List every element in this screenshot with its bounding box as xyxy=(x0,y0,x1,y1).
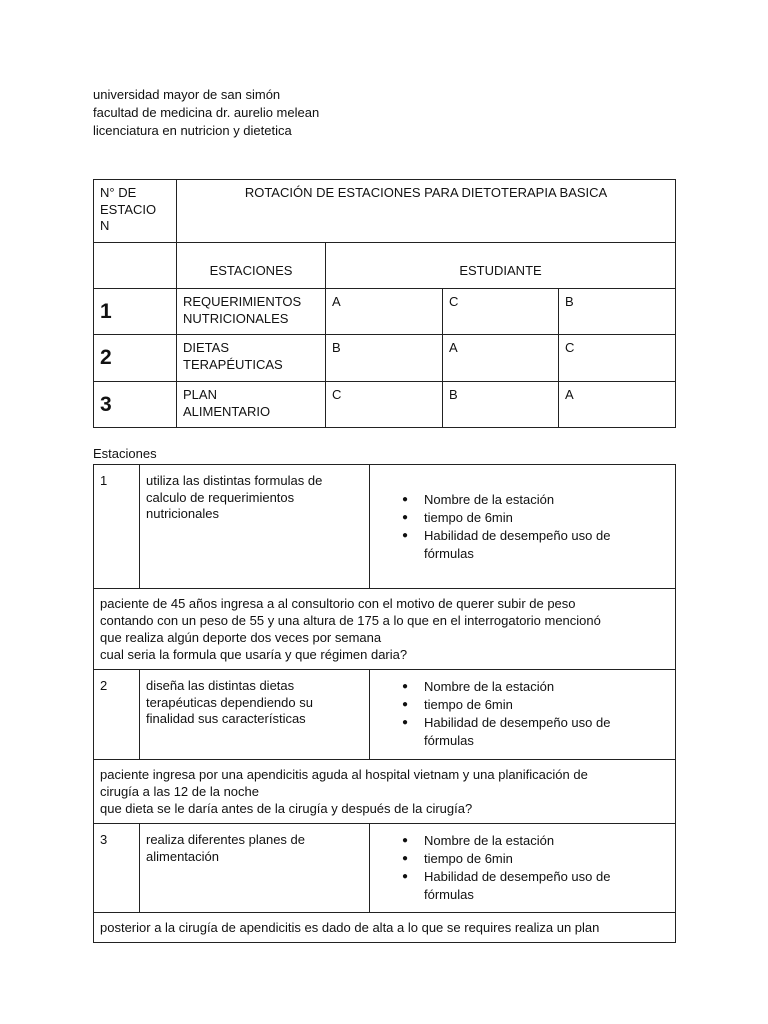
table-row xyxy=(94,289,676,335)
list-item: ● Nombre de la estación xyxy=(424,678,669,696)
table-row xyxy=(94,335,676,382)
row-number: 1 xyxy=(94,289,177,335)
station-row xyxy=(94,465,676,589)
list-item: ● tiempo de 6min xyxy=(424,696,669,714)
criteria-list xyxy=(376,832,669,904)
station-description: realiza diferentes planes de alimentación xyxy=(140,824,370,913)
row-number: 3 xyxy=(94,382,177,428)
document-header xyxy=(93,86,319,140)
station-row xyxy=(94,670,676,760)
station-name: REQUERIMIENTOS NUTRICIONALES xyxy=(177,289,326,335)
student-cell: C xyxy=(559,335,676,382)
station-number: 1 xyxy=(94,465,140,589)
list-item: ● Habilidad de desempeño uso de fórmulas xyxy=(424,714,669,750)
case-description: paciente de 45 años ingresa a al consultorio con el motivo de querer subir de peso contando con un peso de 55 y una altura de 175 a lo que en el interrogatorio mencionó que realiza algún deporte dos veces por semana cual seria la formula que usaría y que régimen daria? xyxy=(94,589,676,670)
criteria-list xyxy=(376,678,669,750)
station-name: PLAN ALIMENTARIO xyxy=(177,382,326,428)
case-row xyxy=(94,760,676,824)
table-title: ROTACIÓN DE ESTACIONES PARA DIETOTERAPIA BASICA xyxy=(177,180,676,243)
stations-table xyxy=(93,464,676,943)
station-number: 2 xyxy=(94,670,140,760)
station-description: utiliza las distintas formulas de calculo de requerimientos nutricionales xyxy=(140,465,370,589)
list-item: ● tiempo de 6min xyxy=(424,509,669,527)
case-description: paciente ingresa por una apendicitis aguda al hospital vietnam y una planificación de cirugía a las 12 de la noche que dieta se le daría antes de la cirugía y después de la cirugía? xyxy=(94,760,676,824)
case-row xyxy=(94,913,676,943)
estaciones-header: ESTACIONES xyxy=(177,243,326,289)
list-item: ● Nombre de la estación xyxy=(424,491,669,509)
student-cell: C xyxy=(326,382,443,428)
student-cell: A xyxy=(443,335,559,382)
station-criteria xyxy=(370,465,676,589)
station-number-header: N° DE ESTACIO N xyxy=(94,180,177,243)
station-row xyxy=(94,824,676,913)
station-criteria xyxy=(370,670,676,760)
list-item: ● Nombre de la estación xyxy=(424,832,669,850)
criteria-list xyxy=(376,491,669,563)
station-criteria xyxy=(370,824,676,913)
table-row xyxy=(94,382,676,428)
station-name: DIETAS TERAPÉUTICAS xyxy=(177,335,326,382)
list-item: ● Habilidad de desempeño uso de fórmulas xyxy=(424,868,669,904)
list-item: ● tiempo de 6min xyxy=(424,850,669,868)
student-cell: C xyxy=(443,289,559,335)
student-cell: A xyxy=(326,289,443,335)
student-cell: B xyxy=(443,382,559,428)
estaciones-label: Estaciones xyxy=(93,446,157,461)
empty-cell xyxy=(94,243,177,289)
station-description: diseña las distintas dietas terapéuticas dependiendo su finalidad sus características xyxy=(140,670,370,760)
case-row xyxy=(94,589,676,670)
faculty-name: facultad de medicina dr. aurelio melean xyxy=(93,105,320,120)
university-name: universidad mayor de san simón xyxy=(93,87,281,102)
row-number: 2 xyxy=(94,335,177,382)
station-number: 3 xyxy=(94,824,140,913)
student-cell: B xyxy=(559,289,676,335)
program-name: licenciatura en nutricion y dietetica xyxy=(93,123,292,138)
list-item: ● Habilidad de desempeño uso de fórmulas xyxy=(424,527,669,563)
estudiante-header: ESTUDIANTE xyxy=(326,243,676,289)
student-cell: A xyxy=(559,382,676,428)
case-description: posterior a la cirugía de apendicitis es dado de alta a lo que se requires realiza un plan xyxy=(94,913,676,943)
student-cell: B xyxy=(326,335,443,382)
rotation-table xyxy=(93,179,676,428)
